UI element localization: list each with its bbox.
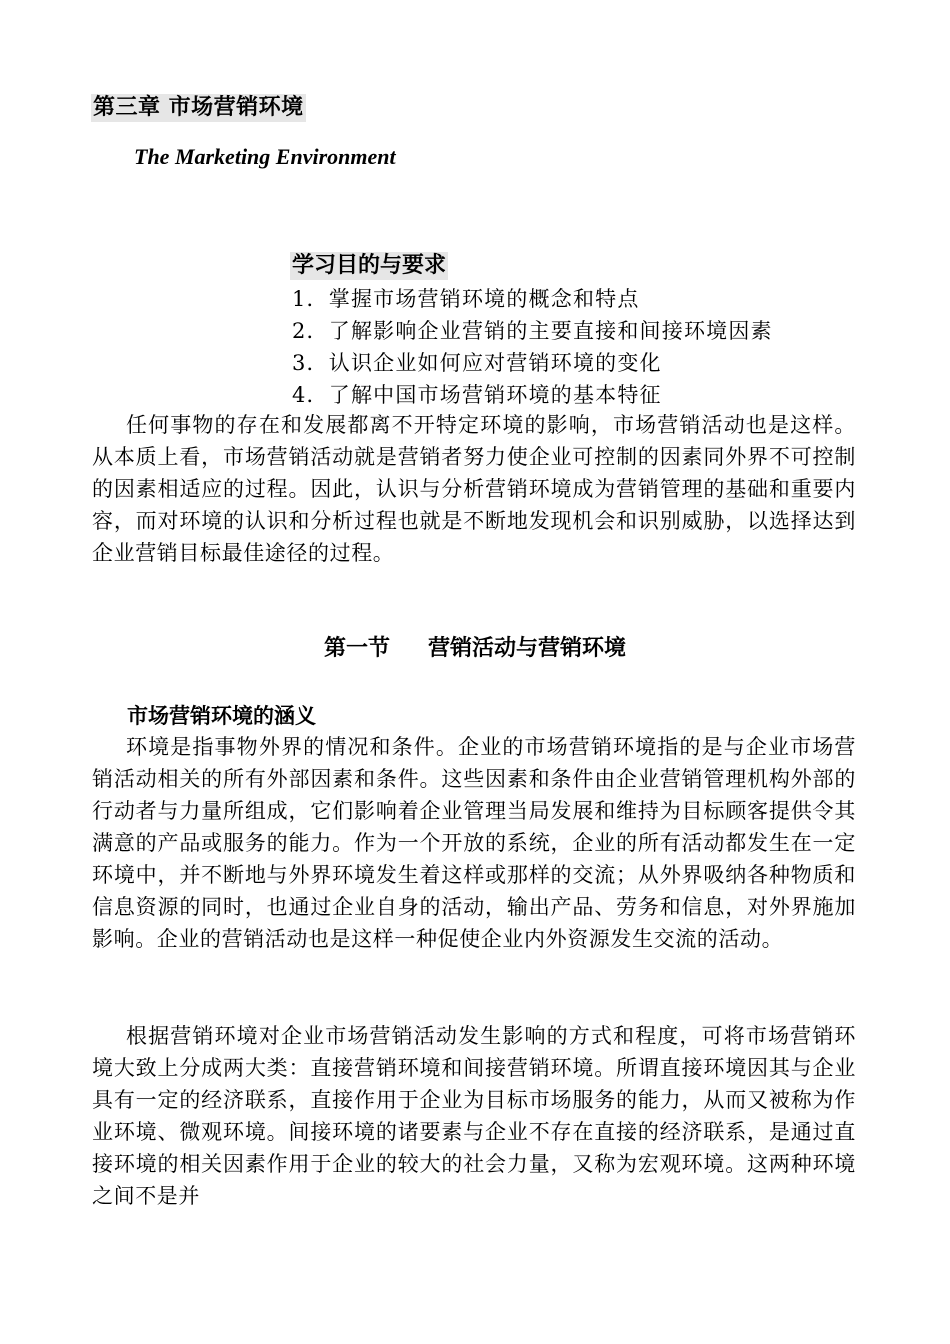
body-paragraph: 环境是指事物外界的情况和条件。企业的市场营销环境指的是与企业市场营销活动相关的所有外部因素和条件。这些因素和条件由企业营销管理机构外部的行动者与力量所组成，它们影响着企业管理当局发展和维持为目标顾客提供令其满意的产品或服务的能力。作为一个开放的系统，企业的所有活动都发生在一定环境中，并不断地与外界环境发生着这样或那样的交流；从外界吸纳各种物质和信息资源的同时，也通过企业自身的活动，输出产品、劳务和信息，对外界施加影响。企业的营销活动也是这样一种促使企业内外资源发生交流的活动。 bbox=[92, 735, 856, 951]
chapter-title: 第三章 市场营销环境 bbox=[93, 95, 304, 120]
learning-goal-item: 2．了解影响企业营销的主要直接和间接环境因素 bbox=[292, 319, 773, 343]
body-paragraph: 根据营销环境对企业市场营销活动发生影响的方式和程度，可将市场营销环境大致上分成两大类：直接营销环境和间接营销环境。所谓直接环境因其与企业具有一定的经济联系，直接作用于企业为目标市场服务的能力，从而又被称为作业环境、微观环境。间接环境的诸要素与企业不存在直接的经济联系，是通过直接环境的相关因素作用于企业的较大的社会力量，又称为宏观环境。这两种环境之间不是并 bbox=[92, 1024, 856, 1208]
section-title: 营销活动与营销环境 bbox=[428, 636, 627, 661]
learning-goals-heading: 学习目的与要求 bbox=[292, 253, 447, 278]
section-number: 第一节 bbox=[323, 636, 390, 661]
intro-paragraph: 任何事物的存在和发展都离不开特定环境的影响，市场营销活动也是这样。从本质上看，市场营销活动就是营销者努力使企业可控制的因素同外界不可控制的因素相适应的过程。因此，认识与分析营销环境成为营销管理的基础和重要内容，而对环境的认识和分析过程也就是不断地发现机会和识别威胁，以选择达到企业营销目标最佳途径的过程。 bbox=[92, 413, 856, 565]
learning-goal-item: 1．掌握市场营销环境的概念和特点 bbox=[292, 287, 640, 311]
subsection-heading: 市场营销环境的涵义 bbox=[127, 704, 316, 728]
learning-goal-item: 3．认识企业如何应对营销环境的变化 bbox=[292, 351, 662, 375]
section-heading bbox=[0, 634, 950, 664]
learning-goal-item: 4．了解中国市场营销环境的基本特征 bbox=[292, 383, 662, 407]
learning-goals-list bbox=[292, 283, 773, 411]
chapter-subtitle: The Marketing Environment bbox=[134, 144, 396, 169]
